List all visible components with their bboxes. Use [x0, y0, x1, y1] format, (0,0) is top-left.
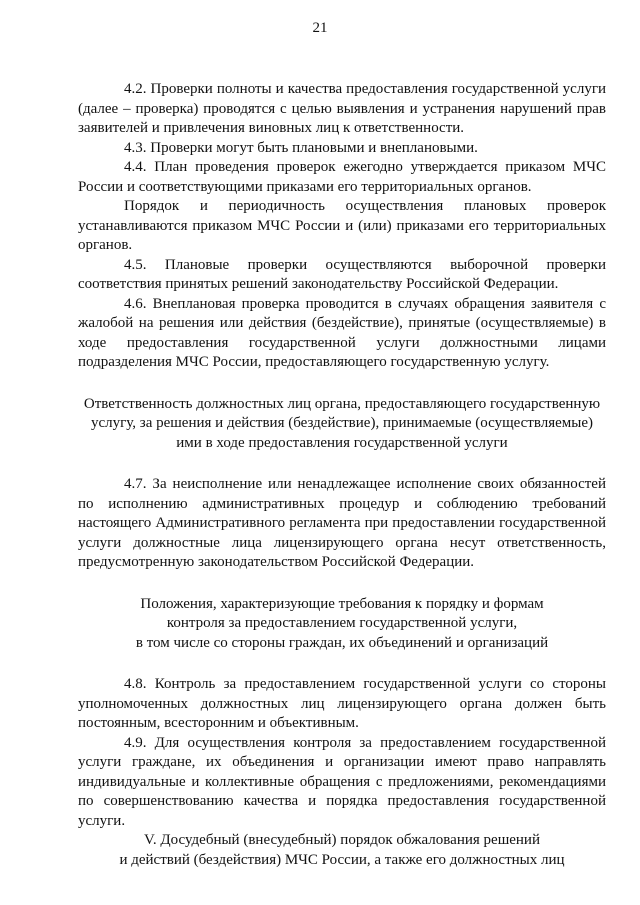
- paragraph-4-5: 4.5. Плановые проверки осуществляются выборочной проверки соответствия принятых решений законодательству Российской Федерации.: [78, 256, 606, 292]
- paragraph-4-9: 4.9. Для осуществления контроля за предоставлением государственной услуги граждане, их объединения и организации имеют право направлять индивидуальные и коллективные обращения с предложениями, рекомендациями по совершенствованию качества и порядка предоставления государственной услуги.: [78, 734, 606, 829]
- section-heading-responsibility: [78, 395, 606, 454]
- paragraph-4-8: 4.8. Контроль за предоставлением государственной услуги со стороны уполномоченных должностных лиц лицензирующего органа должен быть постоянным, всесторонним и объективным.: [78, 676, 606, 731]
- paragraph-4-6: 4.6. Внеплановая проверка проводится в случаях обращения заявителя с жалобой на решения или действия (бездействие), принятые (осуществляемые) в ходе предоставления государственной услуги должностными лицами подразделения МЧС России, предоставляющего государственную услугу.: [78, 295, 606, 370]
- heading-line: и действий (бездействия) МЧС России, а также его должностных лиц: [119, 851, 565, 868]
- paragraph-order-periodicity: Порядок и периодичность осуществления плановых проверок устанавливаются приказом МЧС России и (или) приказами его территориальных органов.: [78, 198, 606, 253]
- section-heading-control-requirements: [78, 595, 606, 654]
- section-heading-appeal: [78, 831, 606, 870]
- paragraph-4-7: 4.7. За неисполнение или ненадлежащее исполнение своих обязанностей по исполнению административных процедур и соблюдению требований настоящего Административного регламента при предоставлении государственной услуги должностные лица лицензирующего органа несут ответственность, предусмотренную законодательством Российской Федерации.: [78, 476, 606, 570]
- heading-line: услугу, за решения и действия (бездействие), принимаемые (осуществляемые): [90, 415, 594, 431]
- paragraph-4-3: 4.3. Проверки могут быть плановыми и внеплановыми.: [124, 139, 478, 156]
- document-body: [78, 80, 606, 870]
- paragraph-4-4: 4.4. План проведения проверок ежегодно утверждается приказом МЧС России и соответствующими приказами его территориальных органов.: [78, 159, 606, 195]
- heading-line: в том числе со стороны граждан, их объединений и организаций: [135, 634, 549, 651]
- heading-line: Ответственность должностных лиц органа, предоставляющего государственную: [83, 395, 601, 412]
- paragraph-4-2: 4.2. Проверки полноты и качества предоставления государственной услуги (далее – проверка) проводятся с целью выявления и устранения нарушений прав заявителей и привлечения виновных лиц к ответственности.: [78, 81, 606, 136]
- heading-line: V. Досудебный (внесудебный) порядок обжалования решений: [144, 832, 540, 848]
- heading-line: Положения, характеризующие требования к порядку и формам: [140, 595, 544, 612]
- heading-line: контроля за предоставлением государственной услуги,: [166, 615, 518, 631]
- page-number: 21: [312, 20, 328, 36]
- heading-line: ими в ходе предоставления государственной услуги: [176, 434, 508, 451]
